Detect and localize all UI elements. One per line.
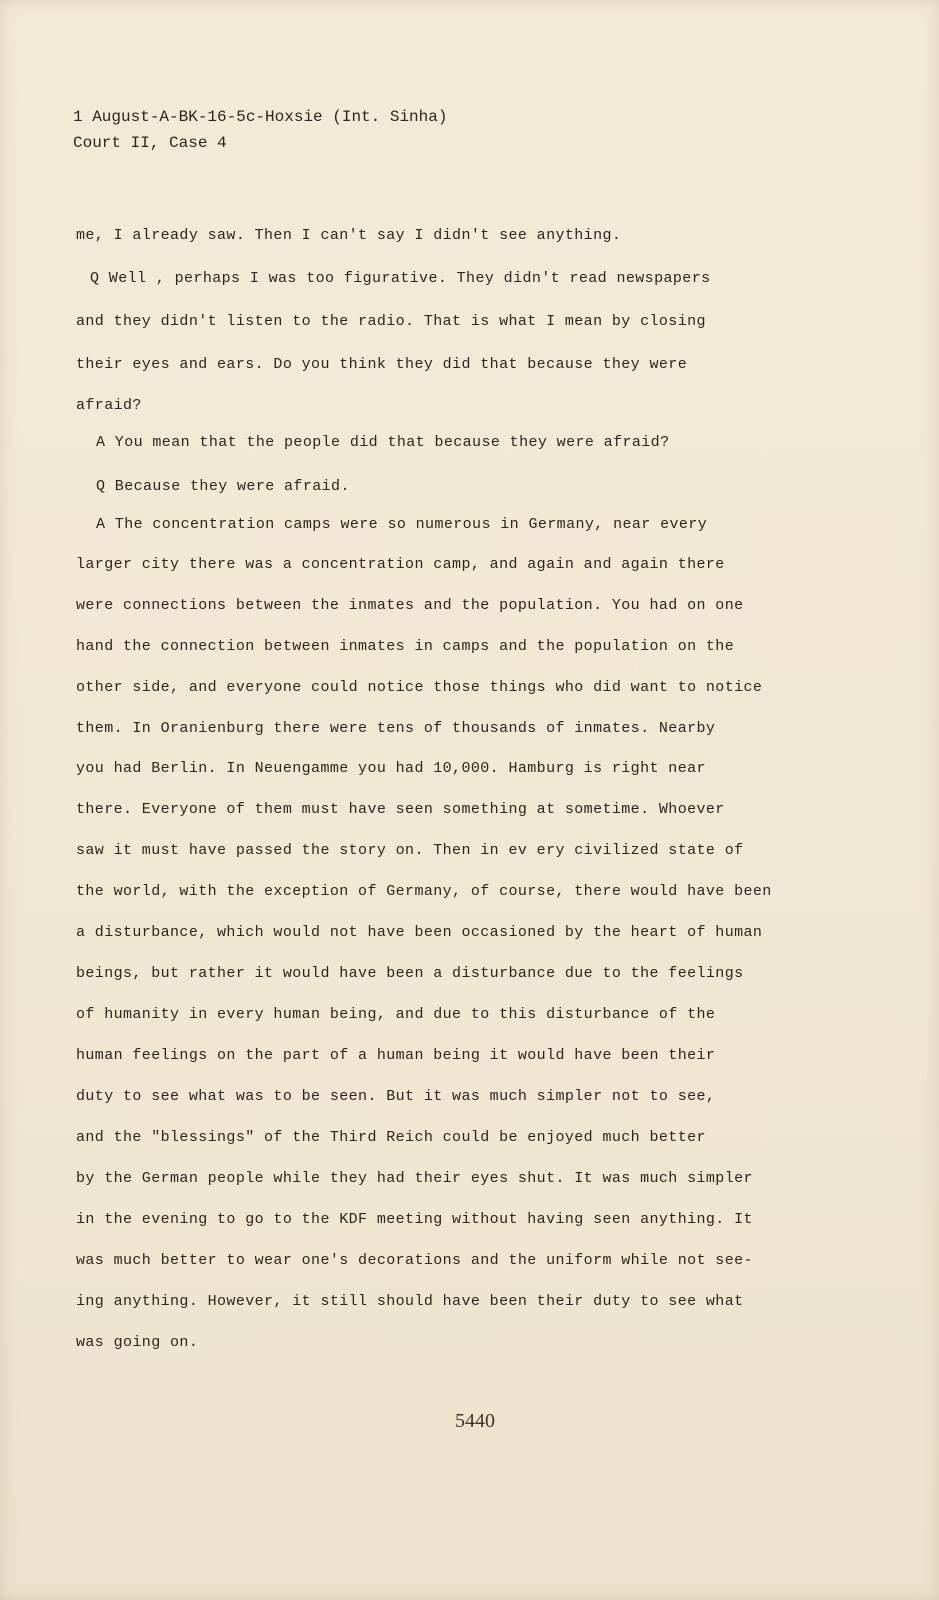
body-line: them. In Oranienburg there were tens of thousands of inmates. Nearby (76, 720, 716, 737)
header-line-2: Court II, Case 4 (73, 134, 227, 152)
header-line-1: 1 August-A-BK-16-5c-Hoxsie (Int. Sinha) (73, 108, 448, 126)
body-line: of humanity in every human being, and due to this disturbance of the (76, 1006, 716, 1023)
body-line: hand the connection between inmates in camps and the population on the (76, 638, 735, 655)
body-line: human feelings on the part of a human being it would have been their (76, 1047, 716, 1064)
body-line: me, I already saw. Then I can't say I didn't see anything. (76, 227, 622, 244)
body-line: ing anything. However, it still should have been their duty to see what (76, 1293, 744, 1310)
body-line: were connections between the inmates and the population. You had on one (76, 597, 744, 614)
body-line: you had Berlin. In Neuengamme you had 10,000. Hamburg is right near (76, 760, 706, 777)
body-line: by the German people while they had their eyes shut. It was much simpler (76, 1170, 753, 1187)
body-line: Q Well , perhaps I was too figurative. They didn't read newspapers (90, 270, 711, 287)
body-line: their eyes and ears. Do you think they did that because they were (76, 356, 688, 373)
body-line: other side, and everyone could notice those things who did want to notice (76, 679, 763, 696)
body-line: in the evening to go to the KDF meeting without having seen anything. It (76, 1211, 753, 1228)
body-line: larger city there was a concentration camp, and again and again there (76, 556, 725, 573)
body-line: and the "blessings" of the Third Reich could be enjoyed much better (76, 1129, 706, 1146)
body-line: was going on. (76, 1334, 199, 1351)
body-line: afraid? (76, 397, 142, 414)
body-line: saw it must have passed the story on. Then in ev ery civilized state of (76, 842, 744, 859)
body-line: and they didn't listen to the radio. That is what I mean by closing (76, 313, 706, 330)
body-line: was much better to wear one's decorations and the uniform while not see- (76, 1252, 753, 1269)
page-number: 5440 (455, 1410, 495, 1432)
body-line: A You mean that the people did that because they were afraid? (96, 434, 670, 451)
body-line: A The concentration camps were so numerous in Germany, near every (96, 516, 708, 533)
body-line: Q Because they were afraid. (96, 478, 350, 495)
body-line: duty to see what was to be seen. But it was much simpler not to see, (76, 1088, 716, 1105)
body-line: a disturbance, which would not have been occasioned by the heart of human (76, 924, 763, 941)
body-line: beings, but rather it would have been a disturbance due to the feelings (76, 965, 744, 982)
body-line: there. Everyone of them must have seen something at sometime. Whoever (76, 801, 725, 818)
body-line: the world, with the exception of Germany, of course, there would have been (76, 883, 772, 900)
